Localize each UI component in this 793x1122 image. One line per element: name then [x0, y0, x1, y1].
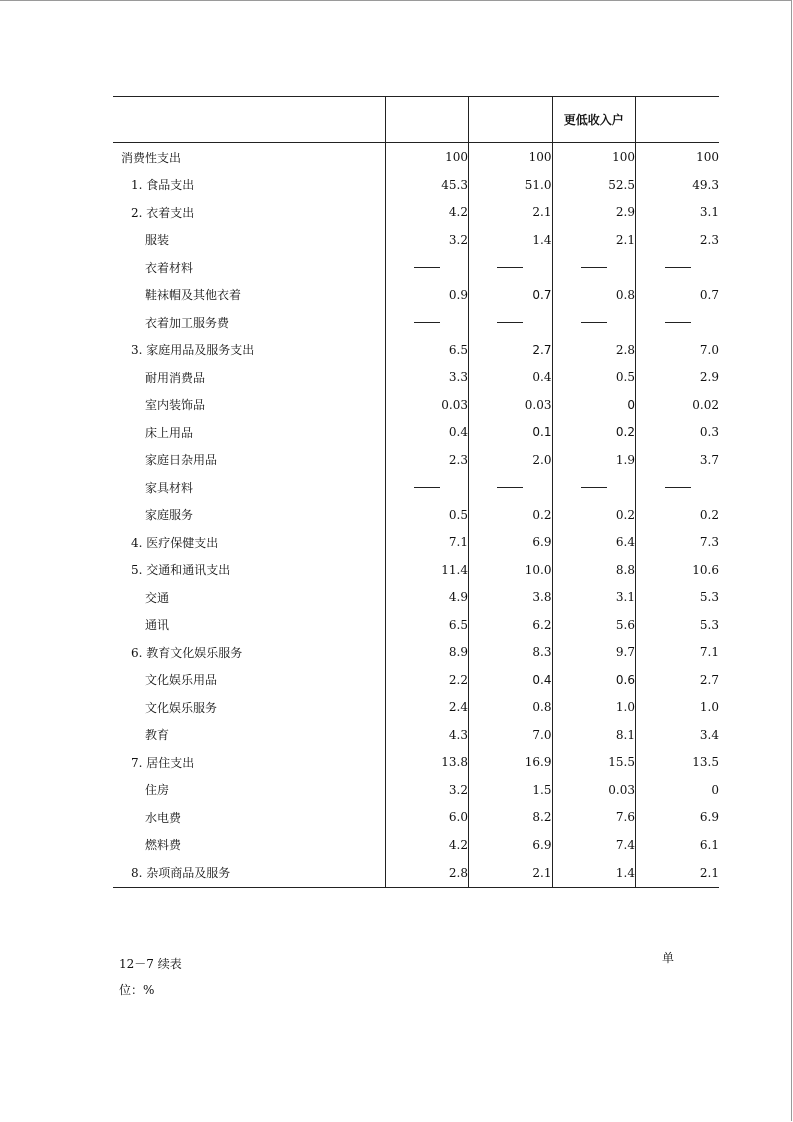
cell-value: 4.2: [385, 199, 469, 227]
cell-value: 2.3: [636, 226, 720, 254]
cell-value: 100: [636, 143, 720, 172]
table-row: [113, 584, 719, 612]
row-label: 通讯: [145, 618, 170, 633]
cell-value: 0.9: [385, 281, 469, 309]
dash-placeholder: [497, 487, 523, 488]
cell-value: 2.1: [552, 226, 636, 254]
row-label: 6. 教育文化娱乐服务: [131, 645, 243, 660]
cell-value: 8.2: [469, 804, 553, 832]
row-label: 2. 衣着支出: [131, 205, 195, 220]
table-row: [113, 171, 719, 199]
cell-value: 1.4: [469, 226, 553, 254]
cell-value: [636, 474, 720, 502]
cell-value: 6.0: [385, 804, 469, 832]
header-row: [113, 97, 719, 143]
cell-value: [385, 309, 469, 337]
cell-value: 0.3: [636, 419, 720, 447]
row-label: 住房: [145, 783, 170, 798]
cell-value: 0.2: [552, 419, 636, 447]
table-number: 12－7 续表: [119, 957, 182, 971]
row-label: 家具材料: [145, 480, 194, 495]
cell-value: 6.1: [636, 831, 720, 859]
cell-value: 6.5: [385, 611, 469, 639]
cell-value: 2.0: [469, 446, 553, 474]
cell-value: 6.9: [469, 529, 553, 557]
cell-value: 13.8: [385, 749, 469, 777]
cell-value: 0.2: [552, 501, 636, 529]
cell-value: [385, 254, 469, 282]
row-label: 7. 居住支出: [131, 755, 195, 770]
dash-placeholder: [665, 322, 691, 323]
cell-value: 0.1: [469, 419, 553, 447]
table-row: [113, 226, 719, 254]
cell-value: 3.4: [636, 721, 720, 749]
row-label: 燃料费: [145, 838, 182, 853]
row-label: 8. 杂项商品及服务: [113, 859, 385, 888]
cell-value: 7.4: [552, 831, 636, 859]
table-row: [113, 474, 719, 502]
table-row: [113, 556, 719, 584]
cell-value: 7.3: [636, 529, 720, 557]
cell-value: 4.3: [385, 721, 469, 749]
cell-value: 49.3: [636, 171, 720, 199]
cell-value: 0.2: [469, 501, 553, 529]
cell-value: 2.7: [469, 336, 553, 364]
row-label: 衣着材料: [145, 260, 194, 275]
row-label: 鞋袜帽及其他衣着: [145, 288, 242, 303]
dash-placeholder: [665, 267, 691, 268]
dash-placeholder: [414, 267, 440, 268]
table-row: [113, 639, 719, 667]
cell-value: 5.6: [552, 611, 636, 639]
unit-prefix: 单: [662, 951, 675, 965]
cell-value: 3.3: [385, 364, 469, 392]
cell-value: 4.2: [385, 831, 469, 859]
row-label: 床上用品: [145, 425, 194, 440]
unit-label: 位：%: [119, 983, 155, 997]
table-row: [113, 336, 719, 364]
row-label: 服装: [145, 233, 170, 248]
cell-value: 16.9: [469, 749, 553, 777]
cell-value: 2.1: [469, 199, 553, 227]
cell-value: 2.2: [385, 666, 469, 694]
cell-value: 6.9: [636, 804, 720, 832]
cell-value: 7.0: [469, 721, 553, 749]
cell-value: 0.03: [385, 391, 469, 419]
cell-value: 2.9: [552, 199, 636, 227]
table-row: [113, 281, 719, 309]
table-row: [113, 199, 719, 227]
cell-value: 7.0: [636, 336, 720, 364]
dash-placeholder: [497, 322, 523, 323]
cell-value: 10.6: [636, 556, 720, 584]
header-col-lower-income: 更低收入户: [552, 97, 636, 143]
cell-value: 3.1: [552, 584, 636, 612]
table-row: [113, 666, 719, 694]
row-label: 文化娱乐服务: [145, 700, 218, 715]
table-row: [113, 749, 719, 777]
table-row: [113, 309, 719, 337]
table-row: [113, 776, 719, 804]
cell-value: 2.1: [636, 859, 720, 888]
cell-value: 0.8: [469, 694, 553, 722]
row-label: 耐用消费品: [145, 370, 206, 385]
cell-value: 2.3: [385, 446, 469, 474]
header-col-1: [385, 97, 469, 143]
cell-value: 0.7: [469, 281, 553, 309]
cell-value: 0.2: [636, 501, 720, 529]
cell-value: 0: [636, 776, 720, 804]
cell-value: 15.5: [552, 749, 636, 777]
row-label: 文化娱乐用品: [145, 673, 218, 688]
cell-value: 9.7: [552, 639, 636, 667]
row-label: 3. 家庭用品及服务支出: [131, 343, 255, 358]
cell-value: 52.5: [552, 171, 636, 199]
cell-value: 5.3: [636, 584, 720, 612]
cell-value: 2.1: [469, 859, 553, 888]
cell-value: 10.0: [469, 556, 553, 584]
dash-placeholder: [497, 267, 523, 268]
dash-placeholder: [581, 487, 607, 488]
cell-value: 5.3: [636, 611, 720, 639]
cell-value: 8.3: [469, 639, 553, 667]
cell-value: 2.8: [385, 859, 469, 888]
cell-value: 0.5: [385, 501, 469, 529]
table-row: [113, 143, 719, 172]
cell-value: [636, 254, 720, 282]
cell-value: 100: [552, 143, 636, 172]
cell-value: [469, 474, 553, 502]
table-body: [113, 143, 719, 888]
table-row: [113, 721, 719, 749]
cell-value: 0.03: [469, 391, 553, 419]
cell-value: 1.0: [636, 694, 720, 722]
cell-value: 0.02: [636, 391, 720, 419]
cell-value: 6.9: [469, 831, 553, 859]
dash-placeholder: [414, 487, 440, 488]
cell-value: 8.9: [385, 639, 469, 667]
cell-value: 2.8: [552, 336, 636, 364]
cell-value: 3.2: [385, 776, 469, 804]
header-col-4: [636, 97, 720, 143]
dash-placeholder: [665, 487, 691, 488]
dash-placeholder: [581, 267, 607, 268]
cell-value: 8.8: [552, 556, 636, 584]
table-row: [113, 859, 719, 888]
table-row: [113, 804, 719, 832]
cell-value: 4.9: [385, 584, 469, 612]
expenditure-table: [113, 96, 719, 888]
cell-value: 2.7: [636, 666, 720, 694]
cell-value: 6.4: [552, 529, 636, 557]
cell-value: 2.4: [385, 694, 469, 722]
cell-value: 7.1: [636, 639, 720, 667]
row-label: 4. 医疗保健支出: [131, 535, 219, 550]
table-caption: [119, 951, 182, 1003]
row-label: 衣着加工服务费: [145, 315, 230, 330]
cell-value: 6.2: [469, 611, 553, 639]
cell-value: 1.4: [552, 859, 636, 888]
cell-value: 0: [552, 391, 636, 419]
table-row: [113, 391, 719, 419]
header-col-2: [469, 97, 553, 143]
cell-value: [636, 309, 720, 337]
table-row: [113, 254, 719, 282]
cell-value: [552, 309, 636, 337]
cell-value: 0.5: [552, 364, 636, 392]
cell-value: 3.7: [636, 446, 720, 474]
cell-value: [552, 254, 636, 282]
cell-value: 6.5: [385, 336, 469, 364]
cell-value: 51.0: [469, 171, 553, 199]
cell-value: 7.6: [552, 804, 636, 832]
cell-value: 1.9: [552, 446, 636, 474]
cell-value: 45.3: [385, 171, 469, 199]
row-label: 交通: [145, 590, 170, 605]
row-label: 家庭日杂用品: [145, 453, 218, 468]
cell-value: 0.6: [552, 666, 636, 694]
cell-value: 0.7: [636, 281, 720, 309]
cell-value: 7.1: [385, 529, 469, 557]
cell-value: 3.8: [469, 584, 553, 612]
cell-value: [552, 474, 636, 502]
table-row: [113, 501, 719, 529]
cell-value: 3.2: [385, 226, 469, 254]
table-row: [113, 831, 719, 859]
row-label: 1. 食品支出: [131, 178, 195, 193]
row-label: 消费性支出: [121, 150, 182, 165]
cell-value: 0.4: [469, 364, 553, 392]
table-row: [113, 446, 719, 474]
table-row: [113, 694, 719, 722]
row-label: 5. 交通和通讯支出: [131, 563, 231, 578]
cell-value: 0.8: [552, 281, 636, 309]
cell-value: 0.4: [385, 419, 469, 447]
cell-value: [469, 309, 553, 337]
cell-value: 0.03: [552, 776, 636, 804]
table-row: [113, 611, 719, 639]
cell-value: 1.5: [469, 776, 553, 804]
cell-value: 3.1: [636, 199, 720, 227]
cell-value: 100: [469, 143, 553, 172]
row-label: 室内装饰品: [145, 398, 206, 413]
cell-value: 100: [385, 143, 469, 172]
cell-value: 8.1: [552, 721, 636, 749]
row-label: 水电费: [145, 810, 182, 825]
table-row: [113, 529, 719, 557]
dash-placeholder: [581, 322, 607, 323]
cell-value: [385, 474, 469, 502]
table-row: [113, 364, 719, 392]
cell-value: 2.9: [636, 364, 720, 392]
cell-value: [469, 254, 553, 282]
cell-value: 1.0: [552, 694, 636, 722]
cell-value: 11.4: [385, 556, 469, 584]
row-label: 教育: [145, 728, 170, 743]
cell-value: 13.5: [636, 749, 720, 777]
dash-placeholder: [414, 322, 440, 323]
table-header: [113, 97, 719, 143]
table-row: [113, 419, 719, 447]
row-label: 家庭服务: [145, 508, 194, 523]
cell-value: 0.4: [469, 666, 553, 694]
header-category: [113, 97, 385, 143]
